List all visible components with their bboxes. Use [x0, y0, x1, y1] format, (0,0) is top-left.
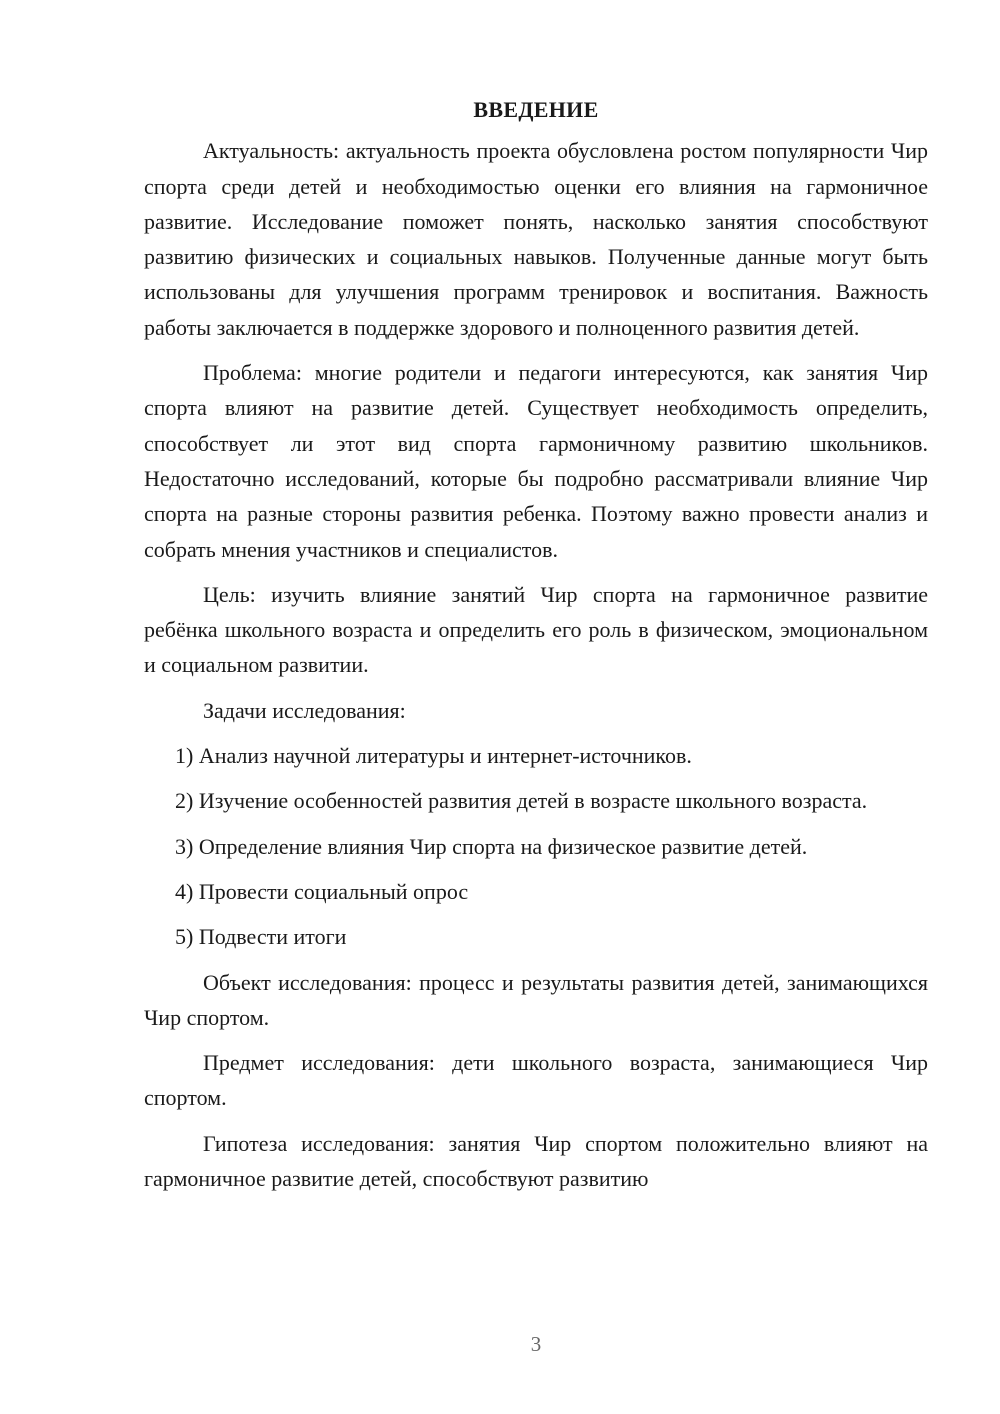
paragraph-relevance: Актуальность: актуальность проекта обусловлена ростом популярности Чир спорта среди детей и необходимостью оценки его влияния на гармоничное развитие. Исследование поможет понять, насколько занятия способствуют развитию физических и социальных навыков. Полученные данные могут быть использованы для улучшения программ тренировок и воспитания. Важность работы заключается в поддержке здорового и полноценного развития детей. — [144, 138, 928, 340]
paragraph-subject: Предмет исследования: дети школьного возраста, занимающиеся Чир спортом. — [144, 1050, 928, 1111]
section-title: ВВЕДЕНИЕ — [473, 97, 599, 122]
task-item: 3) Определение влияния Чир спорта на физическое развитие детей. — [175, 833, 808, 859]
paragraph-object: Объект исследования: процесс и результаты развития детей, занимающихся Чир спортом. — [144, 969, 928, 1030]
task-item: 2) Изучение особенностей развития детей в возрасте школьного возраста. — [175, 788, 868, 814]
page-number: 3 — [530, 1332, 542, 1356]
tasks-heading: Задачи исследования: — [203, 697, 406, 723]
task-item: 4) Провести социальный опрос — [175, 878, 469, 904]
paragraph-hypothesis: Гипотеза исследования: занятия Чир спортом положительно влияют на гармоничное развитие детей, способствуют развитию — [144, 1130, 928, 1192]
paragraph-problem: Проблема: многие родители и педагоги интересуются, как занятия Чир спорта влияют на развитие детей. Существует необходимость определить, способствует ли этот вид спорта гармоничному развитию школьников. Недостаточно исследований, которые бы подробно рассматривали влияние Чир спорта на разные стороны развития ребенка. Поэтому важно провести анализ и собрать мнения участников и специалистов. — [144, 360, 928, 562]
task-item: 1) Анализ научной литературы и интернет-источников. — [175, 743, 692, 769]
paragraph-goal: Цель: изучить влияние занятий Чир спорта на гармоничное развитие ребёнка школьного возраста и определить его роль в физическом, эмоциональном и социальном развитии. — [144, 581, 928, 678]
task-item: 5) Подвести итоги — [175, 924, 347, 950]
page-content — [144, 92, 928, 1206]
